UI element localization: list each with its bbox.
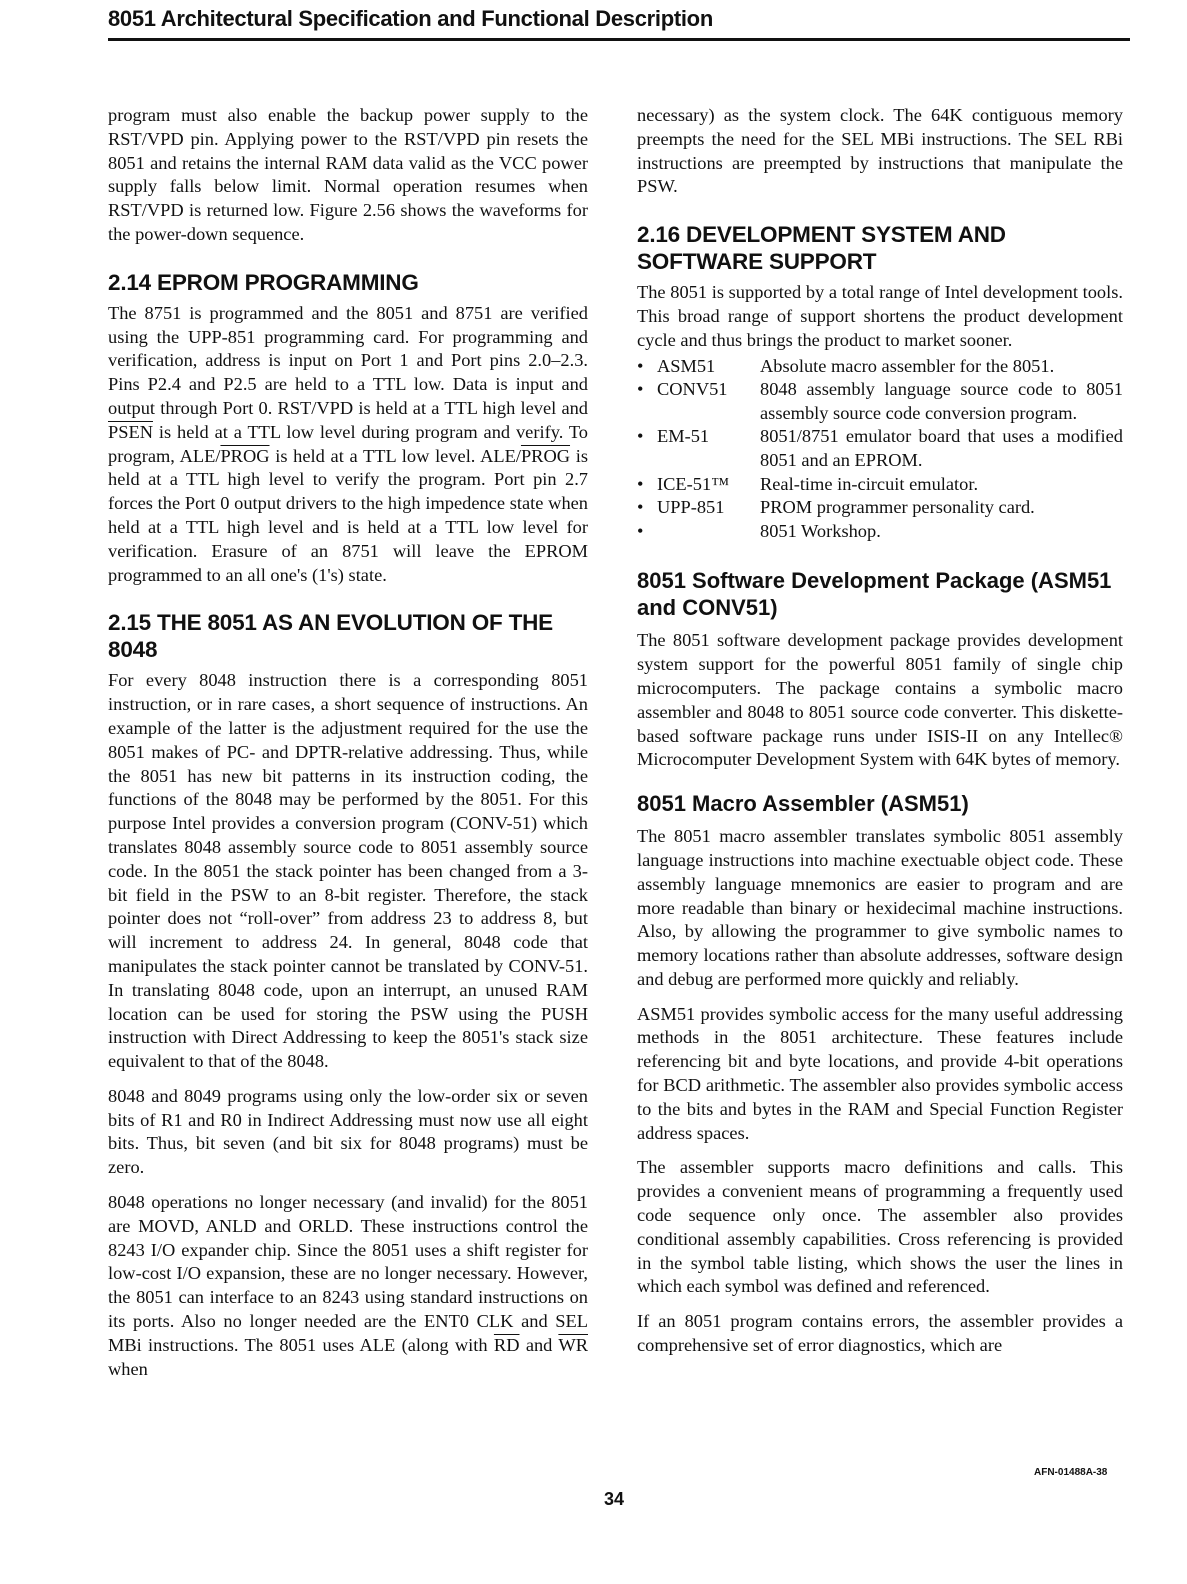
list-item: • ICE-51™ Real-time in-circuit emulator. (637, 473, 979, 494)
prog-signal: PROG (220, 445, 270, 466)
list-item: • ASM51 Absolute macro assembler for the 8051. (637, 355, 1055, 376)
paragraph-evolution-2: 8048 and 8049 programs using only the low-order six or seven bits of R1 and R0 in Indirect Addressing must now use all eight bits. Thus, bit seven (and bit six for 8048 programs) must be zero. (108, 1085, 588, 1178)
paragraph-development-tools: The 8051 is supported by a total range of Intel development tools. This broad range of support shortens the product development cycle and thus brings the product to market sooner. (637, 282, 1123, 350)
paragraph-assembler-2: ASM51 provides symbolic access for the many useful addressing methods in the 8051 architecture. These features include referencing bit and byte locations, and provide 4-bit operations for BCD arithmetic. The assembler also provides symbolic access to the bits and bytes in the RAM and Special Function Register address spaces. (637, 1003, 1123, 1143)
wr-signal: $\overline{WR}$ (558, 1334, 588, 1355)
paragraph-system-clock: necessary) as the system clock. The 64K contiguous memory preempts the need for the SEL MBi instructions. The SEL RBi instructions are preempted by instructions that manipulate the PSW. (637, 105, 1123, 197)
list-item: • EM-51 8051/8751 emulator board that uses a modified 8051 and an EPROM. (637, 426, 1123, 470)
page-header-title: 8051 Architectural Specification and Functional Description (108, 6, 713, 31)
list-item: • UPP-851 PROM programmer personality card. (637, 497, 1035, 518)
heading-software-development-package: 8051 Software Development Package (ASM51 and CONV51) (637, 568, 1112, 621)
header-rule (108, 38, 1130, 41)
prog-signal: PROG (520, 445, 571, 466)
paragraph-assembler-3: The assembler supports macro definitions and calls. This provides a convenient means of programming a frequently used code sequence only once. The assembler also provides conditional assembly capabilities. Cross referencing is provided in the symbol table listing, which shows the user the lines in which each symbol was defined and referenced. (637, 1157, 1123, 1297)
document-code: AFN-01488A-38 (1034, 1467, 1108, 1478)
right-column (637, 104, 1123, 1369)
list-item: • 8051 Workshop. (637, 520, 881, 541)
paragraph-power-down: program must also enable the backup power supply to the RST/VPD pin. Applying power to the RST/VPD pin resets the 8051 and retains the internal RAM data valid as the VCC power supply falls below limit. Normal operation resumes when RST/VPD is returned low. Figure 2.56 shows the waveforms for the power-down sequence. (108, 105, 588, 244)
heading-2-15: 2.15 THE 8051 AS AN EVOLUTION OF THE 8048 (108, 610, 553, 663)
rd-signal: $\overline{RD}$ (493, 1334, 520, 1355)
tool-list (637, 355, 1123, 544)
page-number: 34 (604, 1489, 625, 1509)
heading-2-14: 2.14 EPROM PROGRAMMING (108, 269, 419, 295)
paragraph-eprom-programming: The 8751 is programmed and the 8051 and 8751 are verified using the UPP-851 programming card. For programming and verification, address is input on Port 1 and Port pins 2.0–2.3. Pins P2.4 and P2.5 are held to a TTL low. Data is input and output through Port 0. RST/VPD is held at a TTL high level and PSEN is held at a TTL low level during program and verify. To program, ALE/PROG is held at a TTL low level. ALE/PROG is held at a TTL high level to verify the program. Port pin 2.7 forces the Port 0 output drivers to the high impedence state when held at a TTL high level and is held at a TTL low level for verification. Erasure of an 8751 will leave the EPROM programmed to an all one's (1's) state. (108, 302, 588, 585)
paragraph-assembler-1: The 8051 macro assembler translates symbolic 8051 assembly language instructions into machine exectuable object code. These assembly language mnemonics are easier to program and are more readable than binary or hexidecimal machine instructions. Also, by allowing the programmer to give symbolic names to memory locations rather than absolute addresses, software design and debug are performed more quickly and reliably. (637, 826, 1123, 989)
list-item: • CONV51 8048 assembly language source code to 8051 assembly source code conversion program. (637, 379, 1123, 423)
heading-macro-assembler: 8051 Macro Assembler (ASM51) (637, 791, 969, 817)
heading-2-16: 2.16 DEVELOPMENT SYSTEM AND SOFTWARE SUPPORT (637, 222, 1006, 275)
paragraph-assembler-4: If an 8051 program contains errors, the assembler provides a comprehensive set of error diagnostics, which are (637, 1311, 1123, 1356)
paragraph-evolution-3: 8048 operations no longer necessary (and invalid) for the 8051 are MOVD, ANLD and ORLD. These instructions control the 8243 I/O expander chip. Since the 8051 uses a shift register for low-cost I/O expansion, these are no longer necessary. However, the 8051 can interface to an 8243 using standard instructions on its ports. Also no longer needed are the ENT0 CLK and SEL MBi instructions. The 8051 uses ALE (along with $\overline{RD}$ and $\overline{WR}$ when (108, 1192, 588, 1379)
left-column (108, 104, 588, 1392)
paragraph-evolution-1: For every 8048 instruction there is a corresponding 8051 instruction, or in rare cases, a short sequence of instructions. An example of the latter is the adjustment required for the use the 8051 makes of PC- and DPTR-relative addressing. Thus, while the 8051 has new bit patterns in its instruction coding, the functions of the 8048 may be performed by the 8051. For this purpose Intel provides a conversion program (CONV-51) which translates 8048 assembly source code to 8051 assembly source code. In the 8051 the stack pointer has been changed from a 3-bit field in the PSW to an 8-bit register. Therefore, the stack pointer does not “roll-over” from address 23 to address 8, but will increment to address 24. In general, 8048 code that manipulates the stack pointer cannot be translated by CONV-51. In translating 8048 code, upon an interrupt, an unused RAM location can be used for storing the PSW using the PUSH instruction with Direct Addressing to keep the 8051's stack size equivalent to that of the 8048. (108, 670, 588, 1072)
paragraph-software-package: The 8051 software development package provides development system support for the powerful 8051 family of single chip microcomputers. The package contains a symbolic macro assembler and 8048 to 8051 source code converter. This diskette-based software package runs under ISIS-II on any Intellec® Microcomputer Development System with 64K bytes of memory. (637, 630, 1123, 770)
psen-signal: PSEN (108, 421, 153, 442)
